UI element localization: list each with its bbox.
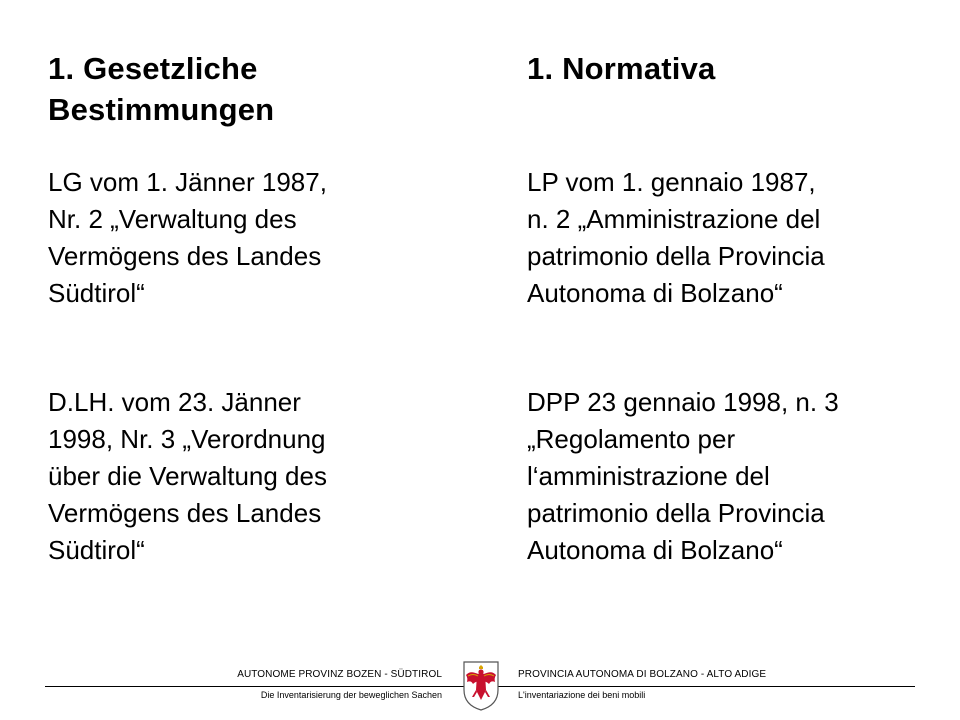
eagle-crest-icon — [461, 660, 501, 712]
italian-heading: 1. Normativa — [527, 51, 716, 86]
german-column — [48, 48, 458, 565]
german-heading: 1. Gesetzliche Bestimmungen — [48, 51, 275, 127]
german-law-1987: LG vom 1. Jänner 1987, Nr. 2 „Verwaltung des Vermögens des Landes Südtirol“ — [48, 167, 327, 308]
footer — [0, 655, 960, 720]
italian-decree-1998: DPP 23 gennaio 1998, n. 3 „Regolamento per l‘amministrazione del patrimonio della Provincia Autonoma di Bolzano“ — [527, 387, 839, 565]
german-decree-1998: D.LH. vom 23. Jänner 1998, Nr. 3 „Verordnung über die Verwaltung des Vermögens des Landes Südtirol“ — [48, 387, 327, 565]
footer-it-subtitle: L'inventariazione dei beni mobili — [518, 690, 646, 700]
footer-it-institution: PROVINCIA AUTONOMA DI BOLZANO - ALTO ADIGE — [518, 669, 767, 680]
italian-law-1987: LP vom 1. gennaio 1987, n. 2 „Amministrazione del patrimonio della Provincia Autonoma di Bolzano“ — [527, 167, 825, 308]
footer-de-institution: AUTONOME PROVINZ BOZEN - SÜDTIROL — [237, 669, 442, 680]
footer-de-subtitle: Die Inventarisierung der beweglichen Sachen — [260, 690, 442, 700]
italian-column — [527, 48, 937, 565]
